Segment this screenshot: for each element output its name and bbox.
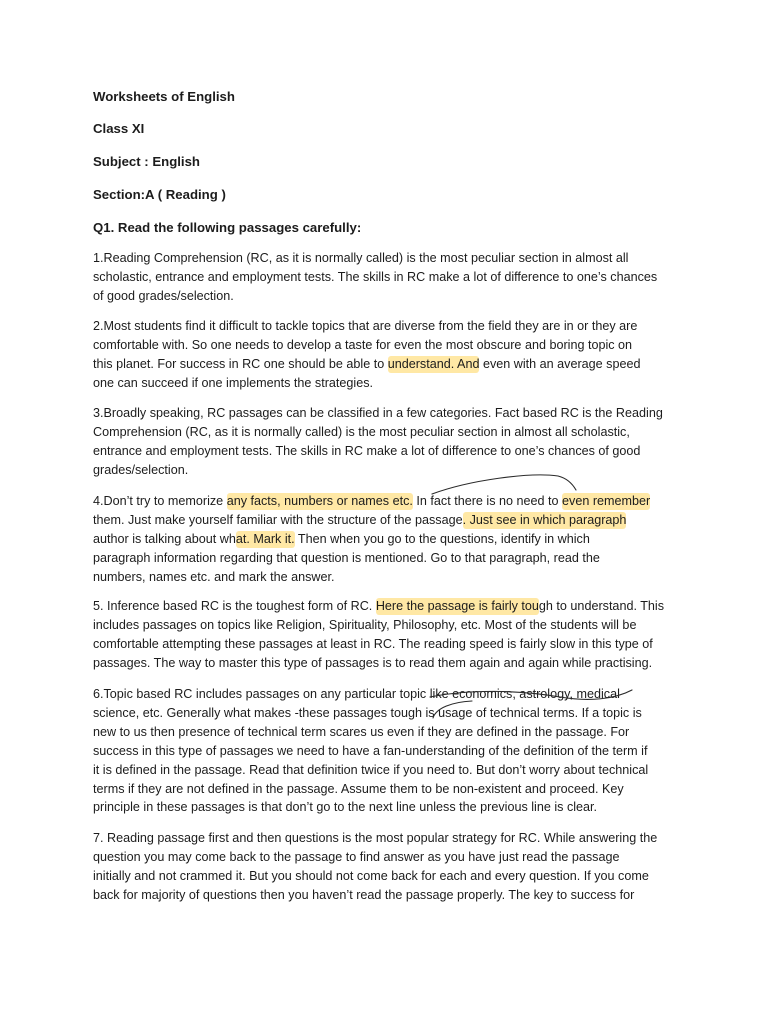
section-label: Section:A ( Reading ) [93,187,226,202]
text-segment: scholastic, entrance and employment tests. The skills in RC make a lot of difference to one’s chances [93,269,658,284]
text-line [93,597,693,616]
text-segment: includes passages on topics like Religion, Spirituality, Philosophy, etc. Most of the students will be [93,617,637,632]
text-segment: comfortable attempting these passages at least in RC. The reading speed is fairly slow in this type of [93,636,653,651]
text-segment: new to us then presence of technical term scares us even if they are defined in the passage. For [93,724,630,739]
text-line [93,886,693,905]
text-line [93,530,693,549]
text-segment: success in this type of passages we need to have a fan-understanding of the definition of the term if [93,743,648,758]
text-line [93,829,693,848]
highlighted-text: . Just see in which paragraph [462,512,627,527]
text-segment: science, etc. Generally what makes -these passages tough is usage of technical terms. If a topic is [93,705,642,720]
text-segment: 6.Topic based RC includes passages on any particular topic like economics, astrology, medical [93,687,620,701]
text-segment: 4.Don’t try to memorize [93,494,227,508]
text-segment: gh to understand. This [538,599,665,613]
text-segment: grades/selection. [93,462,189,477]
text-line [93,742,693,761]
text-line [93,549,693,568]
text-line [93,780,693,799]
text-line [93,287,693,306]
text-line [93,798,693,817]
paragraph-1 [93,249,693,306]
text-segment: 7. Reading passage first and then questions is the most popular strategy for RC. While answering the [93,831,658,845]
text-line [93,317,693,336]
paragraph-3 [93,404,693,480]
text-segment: of good grades/selection. [93,288,234,303]
text-segment: numbers, names etc. and mark the answer. [93,569,335,584]
text-segment: initially and not crammed it. But you should not come back for each and every question. If you come [93,868,649,883]
text-segment: 1.Reading Comprehension (RC, as it is normally called) is the most peculiar section in almost all [93,251,629,265]
paragraph-2 [93,317,693,393]
text-segment: Comprehension (RC, as it is normally called) is the most peculiar section in almost all scholastic, [93,424,630,439]
highlighted-text: any facts, numbers or names etc. [226,494,413,508]
text-segment: entrance and employment tests. The skills in RC make a lot of difference to one’s chances of good [93,443,641,458]
text-segment: In fact there is no need to [412,494,563,508]
text-line [93,654,693,673]
highlighted-text: even remember [562,494,651,508]
text-segment: even with an average speed [479,356,641,371]
subject-label: Subject : English [93,154,200,169]
text-line [93,404,693,423]
text-segment: 3.Broadly speaking, RC passages can be classified in a few categories. Fact based RC is the Reading [93,406,663,420]
text-line [93,249,693,268]
highlighted-text: at. Mark it. [235,531,295,546]
paragraph-4 [93,492,693,587]
text-segment: question you may come back to the passage to find answer as you have just read the passage [93,849,620,864]
text-line [93,268,693,287]
text-line [93,723,693,742]
text-segment: author is talking about wh [93,531,236,546]
text-line [93,511,693,530]
text-line [93,374,693,393]
text-segment: one can succeed if one implements the strategies. [93,375,374,390]
text-line [93,442,693,461]
question-heading: Q1. Read the following passages carefully: [93,220,362,235]
text-line [93,492,693,511]
text-segment: principle in these passages is that don’t go to the next line unless the previous line is clear. [93,800,598,815]
text-segment: Then when you go to the questions, identify in which [294,531,590,546]
text-line [93,423,693,442]
text-line [93,685,693,704]
document-title: Worksheets of English [93,89,235,104]
text-line [93,355,693,374]
text-segment: them. Just make yourself familiar with the structure of the passage [93,512,463,527]
text-segment: 5. Inference based RC is the toughest form of RC. [93,599,376,613]
text-line [93,616,693,635]
paragraph-6 [93,685,693,817]
text-segment: 2.Most students find it difficult to tackle topics that are diverse from the field they are in or they are [93,319,638,333]
text-segment: terms if they are not defined in the passage. Assume them to be non-existent and proceed. Key [93,781,624,796]
text-line [93,336,693,355]
text-line [93,568,693,587]
text-segment: back for majority of questions then you haven’t read the passage properly. The key to success for [93,887,635,902]
class-label: Class XI [93,121,145,136]
text-line [93,461,693,480]
text-segment: comfortable with. So one needs to develop a taste for even the most obscure and boring topic on [93,337,633,352]
text-line [93,761,693,780]
paragraph-5 [93,597,693,673]
text-line [93,848,693,867]
highlighted-text: understand. And [387,356,480,371]
text-segment: passages. The way to master this type of passages is to read them again and again while practising. [93,655,653,670]
text-line [93,635,693,654]
text-line [93,704,693,723]
text-segment: this planet. For success in RC one should be able to [93,356,388,371]
text-segment: paragraph information regarding that question is mentioned. Go to that paragraph, read the [93,550,600,565]
text-line [93,867,693,886]
highlighted-text: Here the passage is fairly tou [375,599,539,613]
paragraph-7 [93,829,693,905]
text-segment: it is defined in the passage. Read that definition twice if you need to. But don’t worry about technical [93,762,649,777]
